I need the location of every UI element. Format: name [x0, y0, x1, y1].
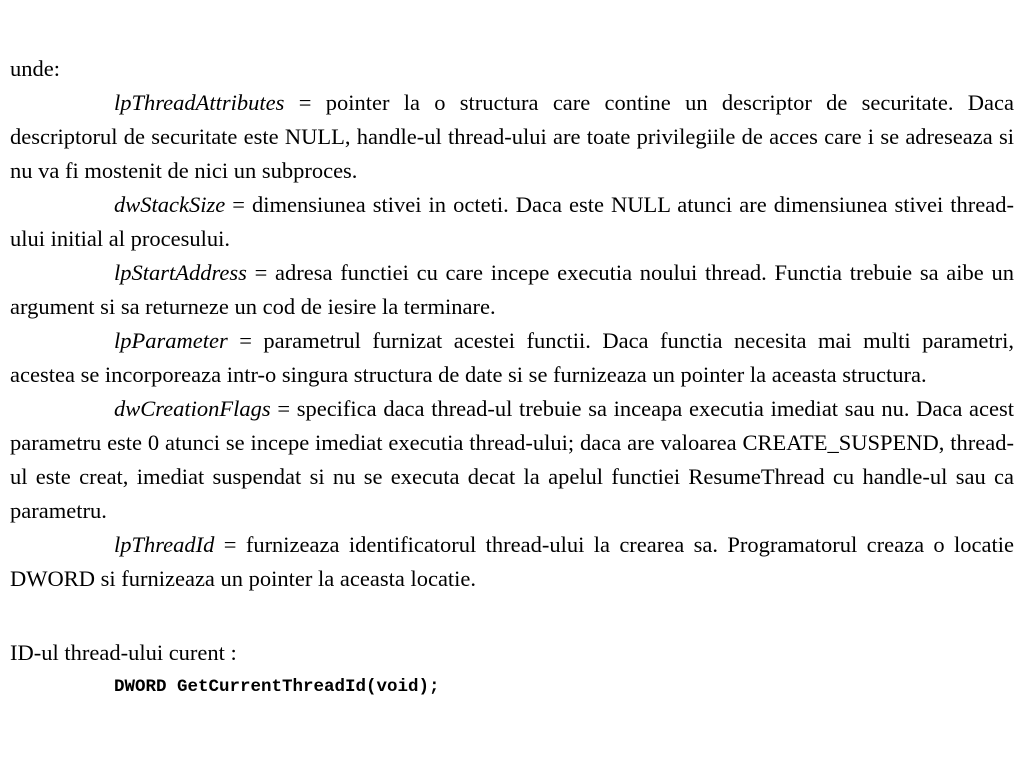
param-description: = parametrul furnizat acestei functii. Daca functia necesita mai multi parametri, acestea se incorporeaza intr-o singura structura de date si se furnizeaza un pointer la aceasta structura.	[10, 328, 1014, 387]
param-term: dwStackSize	[114, 192, 226, 217]
param-lpstartaddress	[10, 256, 1014, 324]
param-dwstacksize	[10, 188, 1014, 256]
section-spacer	[10, 596, 1014, 636]
param-lpparameter	[10, 324, 1014, 392]
param-description: = furnizeaza identificatorul thread-ului la crearea sa. Programatorul creaza o locatie DWORD si furnizeaza un pointer la aceasta locatie.	[10, 532, 1014, 591]
param-term: lpParameter	[114, 328, 228, 353]
param-lpthreadattributes	[10, 86, 1014, 188]
intro-label: unde:	[10, 56, 60, 81]
param-term: lpThreadId	[114, 532, 215, 557]
param-term: lpStartAddress	[114, 260, 247, 285]
param-dwcreationflags	[10, 392, 1014, 528]
param-term: dwCreationFlags	[114, 396, 271, 421]
section-title: ID-ul thread-ului curent :	[10, 640, 237, 665]
param-term: lpThreadAttributes	[114, 90, 285, 115]
code-snippet: DWORD GetCurrentThreadId(void);	[114, 677, 440, 697]
param-description: = dimensiunea stivei in octeti. Daca este NULL atunci are dimensiunea stivei thread-ului initial al procesului.	[10, 192, 1014, 251]
param-description: = pointer la o structura care contine un descriptor de securitate. Daca descriptorul de securitate este NULL, handle-ul thread-ului are toate privilegiile de acces care i se adreseaza si nu va fi mostenit de nici un subproces.	[10, 90, 1014, 183]
param-description: = adresa functiei cu care incepe executia noului thread. Functia trebuie sa aibe un argument si sa returneze un cod de iesire la terminare.	[10, 260, 1014, 319]
param-description: = specifica daca thread-ul trebuie sa inceapa executia imediat sau nu. Daca acest parametru este 0 atunci se incepe imediat executia thread-ului; daca are valoarea CREATE_SUSPEND, thread-ul este creat, imediat suspendat si nu se executa decat la apelul functiei ResumeThread cu handle-ul sau ca parametru.	[10, 396, 1014, 523]
param-lpthreadid	[10, 528, 1014, 596]
